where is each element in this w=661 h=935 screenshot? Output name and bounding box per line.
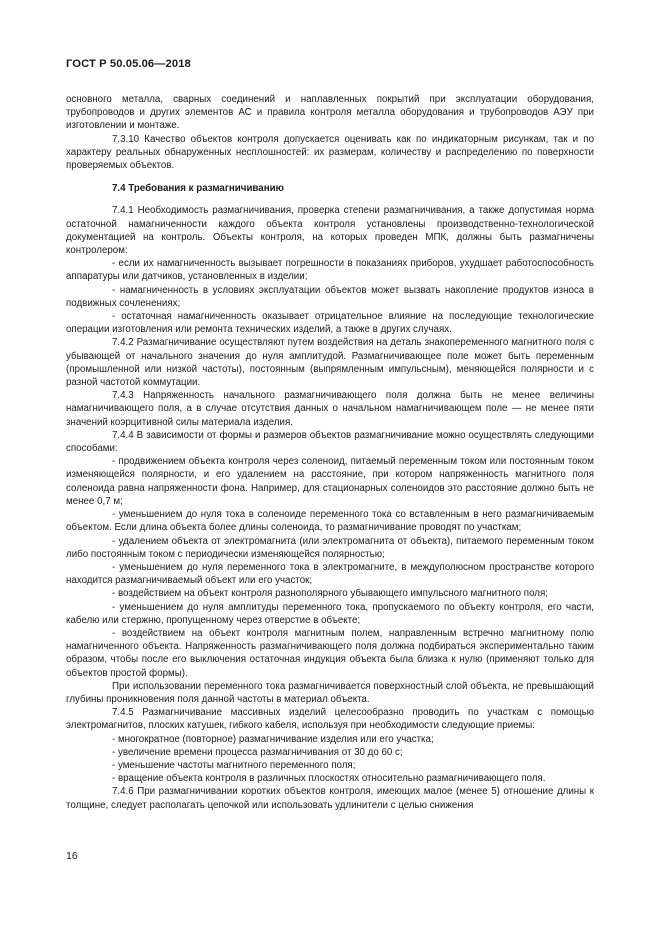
list-item: - уменьшением до нуля переменного тока в электромагните, в междуполюсном пространстве которого находится размагничиваемый объект или его участок; (66, 561, 594, 587)
list-item: - воздействием на объект контроля магнитным полем, направленным встречно магнитному полю намагниченного объекта. Напряженность размагничивающего поля должна подбираться экспериментально таким образом, чтобы после его выключения остаточная индукция объекта была близка к нулю (применяют только для объектов простой формы). (66, 627, 594, 679)
paragraph: 7.4.2 Размагничивание осуществляют путем воздействия на деталь знакопеременного магнитного поля с убывающей от начального значения до нуля амплитудой. Размагничивающее поле может быть переменным (промышленной или низкой частоты), постоянным (выпрямленным импульсным), меняющейся полярности и с разной частотой коммутации. (66, 337, 594, 389)
list-item: - уменьшением до нуля тока в соленоиде переменного тока со вставленным в него размагничиваемым объектом. Если длина объекта более длины соленоида, то размагничивание проводят по участкам; (66, 509, 594, 534)
section-heading: 7.4 Требования к размагничиванию (112, 183, 284, 195)
list-item: - продвижением объекта контроля через соленоид, питаемый переменным током или постоянным током изменяющейся полярности, и его удалением на расстояние, при котором напряженность магнитного поля соленоида равна напряженности фона. Например, для стационарных соленоидов это расстояние должно быть не менее 0,7 м; (66, 456, 594, 507)
page-header-title: ГОСТ Р 50.05.06—2018 (66, 58, 191, 70)
paragraph: 7.4.3 Напряженность начального размагничивающего поля должна быть не менее величины намагничивающего поля, а в случае отсутствия данных о начальном намагничивающем поле — не менее пяти значений коэрцитивной силы материала изделия. (66, 390, 594, 428)
list-item: - намагниченность в условиях эксплуатации объектов может вызвать накопление продуктов износа в подвижных сочленениях; (66, 284, 594, 309)
list-item: - остаточная намагниченность оказывает отрицательное влияние на последующие технологические операции изготовления или ремонта технических изделий, а также в других случаях. (66, 311, 594, 336)
list-item: - если их намагниченность вызывает погрешности в показаниях приборов, ухудшает работоспособность аппаратуры или датчиков, установленных в изделии; (66, 258, 594, 283)
paragraph: 7.4.4 В зависимости от формы и размеров объектов размагничивание можно осуществлять следующими способами: (66, 429, 594, 455)
page-number: 16 (66, 850, 78, 862)
list-item: - уменьшением до нуля амплитуды переменного тока, пропускаемого по объекту контроля, его части, кабелю или стержню, пропущенному через отверстие в объекте; (66, 601, 594, 626)
paragraph: 7.4.1 Необходимость размагничивания, проверка степени размагничивания, а также допустимая норма остаточной намагниченности каждого объекта контроля установлены производственно-технологической документацией на контроль. Объекты контроля, на которых проведен МПК, должны быть размагничены контролером: (66, 205, 594, 257)
paragraph: 7.4.5 Размагничивание массивных изделий целесообразно проводить по участкам с помощью электромагнитов, плоских катушек, гибкого кабеля, используя при необходимости следующие приемы: (66, 707, 594, 732)
paragraph: При использовании переменного тока размагничивается поверхностный слой объекта, не превышающий глубины проникновения поля данной частоты в материал объекта. (66, 680, 594, 705)
list-item: - удалением объекта от электромагнита (или электромагнита от объекта), питаемого переменным током либо постоянным током с периодически изменяющейся полярностью; (66, 535, 594, 560)
list-item: - уменьшение частоты магнитного переменного поля; (112, 759, 356, 771)
list-item: - вращение объекта контроля в различных плоскостях относительно размагничивающего поля. (112, 773, 546, 785)
list-item: - воздействием на объект контроля разнополярного убывающего импульсного магнитного поля; (112, 588, 548, 600)
paragraph: основного металла, сварных соединений и наплавленных покрытий при эксплуатации оборудования, трубопроводов и других элементов АС и правила контроля металла оборудования и трубопроводов АЭУ при изготовлении и монтаже. (66, 94, 594, 132)
list-item: - увеличение времени процесса размагничивания от 30 до 60 с; (112, 746, 403, 758)
list-item: - многократное (повторное) размагничивание изделия или его участка; (112, 733, 434, 745)
paragraph: 7.3.10 Качество объектов контроля допускается оценивать как по индикаторным рисункам, так и по характеру реальных обнаруженных несплошностей: их размерам, количеству и распределению по поверхности проверяемых объектов. (66, 133, 594, 172)
paragraph: 7.4.6 При размагничивании коротких объектов контроля, имеющих малое (менее 5) отношение длины к толщине, следует располагать цепочкой или использовать удлинители с целью снижения (66, 786, 594, 811)
document-body (66, 93, 594, 812)
